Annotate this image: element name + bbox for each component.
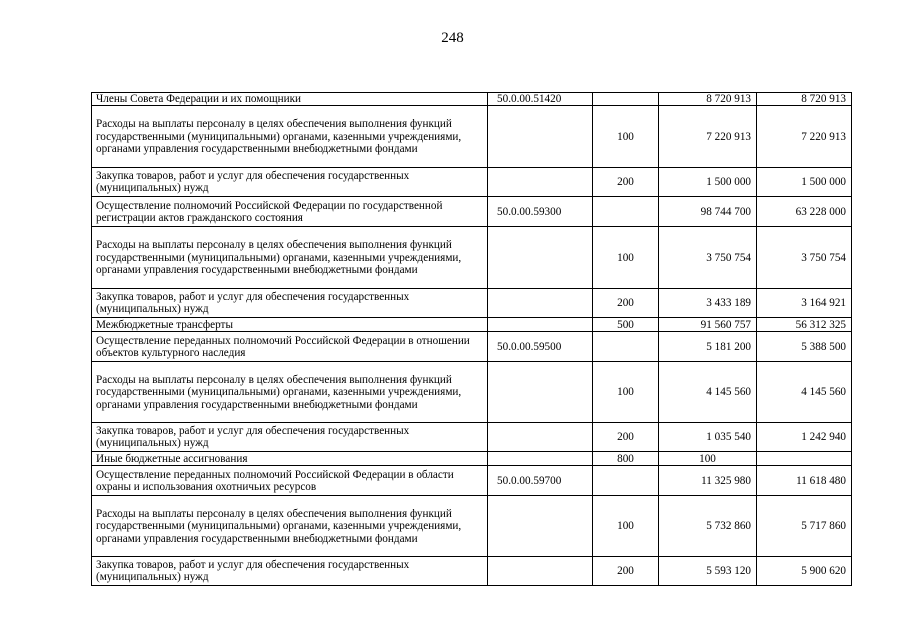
row-amount-year2-cell: 1 242 940 xyxy=(757,423,852,452)
row-amount-year1-cell: 5 732 860 xyxy=(659,496,757,557)
table-row xyxy=(92,423,852,452)
row-amount-year1-cell: 4 145 560 xyxy=(659,362,757,423)
row-csr-cell: 50.0.00.59500 xyxy=(488,332,593,362)
row-amount-year1-cell: 1 500 000 xyxy=(659,168,757,197)
table-row xyxy=(92,227,852,289)
row-csr-cell xyxy=(488,227,593,289)
row-amount-year2-cell: 63 228 000 xyxy=(757,197,852,227)
row-csr-cell xyxy=(488,168,593,197)
row-amount-year2-cell: 5 388 500 xyxy=(757,332,852,362)
row-vr-cell: 500 xyxy=(593,318,659,332)
row-csr-cell: 50.0.00.59300 xyxy=(488,197,593,227)
row-vr-cell: 100 xyxy=(593,227,659,289)
row-csr-cell xyxy=(488,362,593,423)
row-name-cell: Расходы на выплаты персоналу в целях обеспечения выполнения функций государственными (муниципальными) органами, казенными учреждениями, органами управления государственными внебюджетными фондами xyxy=(92,227,488,289)
row-vr-cell: 200 xyxy=(593,168,659,197)
row-vr-cell xyxy=(593,332,659,362)
row-vr-cell xyxy=(593,466,659,496)
row-name-cell: Расходы на выплаты персоналу в целях обеспечения выполнения функций государственными (муниципальными) органами, казенными учреждениями, органами управления государственными внебюджетными фондами xyxy=(92,362,488,423)
row-amount-year1-cell: 1 035 540 xyxy=(659,423,757,452)
row-amount-year2-cell: 3 164 921 xyxy=(757,289,852,318)
row-amount-year1-cell: 8 720 913 xyxy=(659,93,757,106)
row-amount-year2-cell: 11 618 480 xyxy=(757,466,852,496)
row-amount-year2-cell: 4 145 560 xyxy=(757,362,852,423)
row-name-cell: Осуществление переданных полномочий Российской Федерации в отношении объектов культурного наследия xyxy=(92,332,488,362)
row-name-cell: Закупка товаров, работ и услуг для обеспечения государственных (муниципальных) нужд xyxy=(92,423,488,452)
table-row xyxy=(92,318,852,332)
row-amount-year2-cell: 56 312 325 xyxy=(757,318,852,332)
row-vr-cell xyxy=(593,93,659,106)
row-name-cell: Закупка товаров, работ и услуг для обеспечения государственных (муниципальных) нужд xyxy=(92,168,488,197)
row-amount-year1-cell: 91 560 757 xyxy=(659,318,757,332)
row-vr-cell: 200 xyxy=(593,557,659,586)
row-name-cell: Расходы на выплаты персоналу в целях обеспечения выполнения функций государственными (муниципальными) органами, казенными учреждениями, органами управления государственными внебюджетными фондами xyxy=(92,496,488,557)
table-row xyxy=(92,557,852,586)
row-vr-cell: 100 xyxy=(593,106,659,168)
row-name-cell: Осуществление переданных полномочий Российской Федерации в области охраны и использования охотничьих ресурсов xyxy=(92,466,488,496)
row-name-cell: Закупка товаров, работ и услуг для обеспечения государственных (муниципальных) нужд xyxy=(92,289,488,318)
row-csr-cell: 50.0.00.51420 xyxy=(488,93,593,106)
row-vr-cell xyxy=(593,197,659,227)
row-name-cell: Расходы на выплаты персоналу в целях обеспечения выполнения функций государственными (муниципальными) органами, казенными учреждениями, органами управления государственными внебюджетными фондами xyxy=(92,106,488,168)
row-amount-year2-cell: 5 717 860 xyxy=(757,496,852,557)
row-csr-cell xyxy=(488,496,593,557)
table-row xyxy=(92,197,852,227)
row-name-cell: Члены Совета Федерации и их помощники xyxy=(92,93,488,106)
row-csr-cell xyxy=(488,106,593,168)
row-vr-cell: 200 xyxy=(593,289,659,318)
row-amount-year2-cell: 1 500 000 xyxy=(757,168,852,197)
row-amount-year2-cell: 7 220 913 xyxy=(757,106,852,168)
row-csr-cell xyxy=(488,557,593,586)
table-row xyxy=(92,452,852,466)
table-row xyxy=(92,168,852,197)
table-row xyxy=(92,362,852,423)
row-amount-year1-cell: 3 433 189 xyxy=(659,289,757,318)
row-vr-cell: 100 xyxy=(593,496,659,557)
row-amount-year1-cell: 11 325 980 xyxy=(659,466,757,496)
row-vr-cell: 200 xyxy=(593,423,659,452)
row-name-cell: Закупка товаров, работ и услуг для обеспечения государственных (муниципальных) нужд xyxy=(92,557,488,586)
row-name-cell: Осуществление полномочий Российской Федерации по государственной регистрации актов гражданского состояния xyxy=(92,197,488,227)
row-csr-cell: 50.0.00.59700 xyxy=(488,466,593,496)
row-csr-cell xyxy=(488,423,593,452)
table-row xyxy=(92,466,852,496)
row-csr-cell xyxy=(488,318,593,332)
row-amount-year1-cell: 5 181 200 xyxy=(659,332,757,362)
row-amount-year1-cell: 3 750 754 xyxy=(659,227,757,289)
row-amount-year1-cell: 7 220 913 xyxy=(659,106,757,168)
row-vr-cell: 100 xyxy=(593,362,659,423)
row-amount-year1-cell: 98 744 700 xyxy=(659,197,757,227)
table-row xyxy=(92,93,852,106)
page-number: 248 xyxy=(441,30,464,46)
row-amount-year2-cell: 3 750 754 xyxy=(757,227,852,289)
row-name-cell: Межбюджетные трансферты xyxy=(92,318,488,332)
table-row xyxy=(92,496,852,557)
table-row xyxy=(92,106,852,168)
row-amount-year2-cell: 5 900 620 xyxy=(757,557,852,586)
budget-table xyxy=(91,92,852,586)
row-amount-year2-cell xyxy=(757,452,852,466)
row-vr-cell: 800 xyxy=(593,452,659,466)
row-name-cell: Иные бюджетные ассигнования xyxy=(92,452,488,466)
row-csr-cell xyxy=(488,452,593,466)
table-row xyxy=(92,289,852,318)
table-row xyxy=(92,332,852,362)
row-amount-year2-cell: 8 720 913 xyxy=(757,93,852,106)
row-amount-year1-cell: 5 593 120 xyxy=(659,557,757,586)
row-csr-cell xyxy=(488,289,593,318)
row-amount-year1-cell: 100 xyxy=(659,452,757,466)
